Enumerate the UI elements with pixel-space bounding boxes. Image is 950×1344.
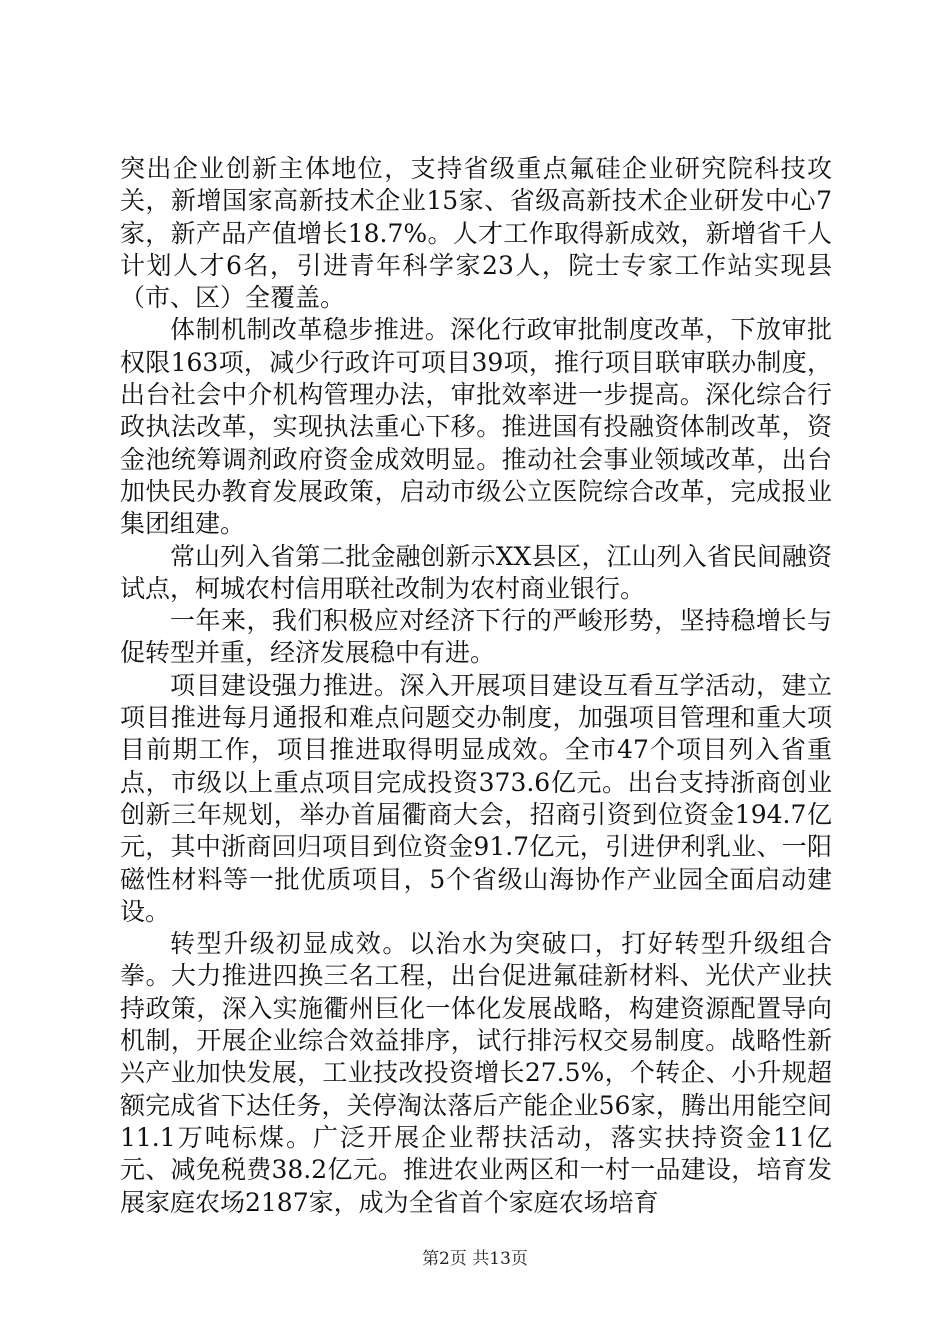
paragraph-5: 项目建设强力推进。深入开展项目建设互看互学活动，建立项目推进每月通报和难点问题交办制度，加强项目管理和重大项目前期工作，项目推进取得明显成效。全市47个项目列入省重点，市级以上重点项目完成投资373.6亿元。出台支持浙商创业创新三年规划，举办首届衢商大会，招商引资到位资金194.7亿元，其中浙商回归项目到位资金91.7亿元，引进伊利乳业、一阳磁性材料等一批优质项目，5个省级山海协作产业园全面启动建设。 xyxy=(120,670,832,926)
paragraph-4: 一年来，我们积极应对经济下行的严峻形势，坚持稳增长与促转型并重，经济发展稳中有进。 xyxy=(120,606,832,668)
page-number-footer: 第2页 共13页 xyxy=(422,1249,528,1269)
paragraph-1: 突出企业创新主体地位，支持省级重点氟硅企业研究院科技攻关，新增国家高新技术企业15家、省级高新技术企业研发中心7家，新产品产值增长18.7%。人才工作取得新成效，新增省千人计划人才6名，引进青年科学家23人，院士专家工作站实现县（市、区）全覆盖。 xyxy=(120,154,832,313)
paragraph-6: 转型升级初显成效。以治水为突破口，打好转型升级组合拳。大力推进四换三名工程，出台促进氟硅新材料、光伏产业扶持政策，深入实施衢州巨化一体化发展战略，构建资源配置导向机制，开展企业综合效益排序，试行排污权交易制度。战略性新兴产业加快发展，工业技改投资增长27.5%，个转企、小升规超额完成省下达任务，关停淘汰落后产能企业56家，腾出用能空间11.1万吨标煤。广泛开展企业帮扶活动，落实扶持资金11亿元、减免税费38.2亿元。推进农业两区和一村一品建设，培育发展家庭农场2187家，成为全省首个家庭农场培育 xyxy=(120,929,832,1217)
paragraph-3: 常山列入省第二批金融创新示XX县区，江山列入省民间融资试点，柯城农村信用联社改制为农村商业银行。 xyxy=(120,541,832,603)
document-body xyxy=(120,153,832,1219)
paragraph-2: 体制机制改革稳步推进。深化行政审批制度改革，下放审批权限163项，减少行政许可项目39项，推行项目联审联办制度，出台社会中介机构管理办法，审批效率进一步提高。深化综合行政执法改革，实现执法重心下移。推进国有投融资体制改革，资金池统筹调剂政府资金成效明显。推动社会事业领域改革，出台加快民办教育发展政策，启动市级公立医院综合改革，完成报业集团组建。 xyxy=(120,315,832,539)
